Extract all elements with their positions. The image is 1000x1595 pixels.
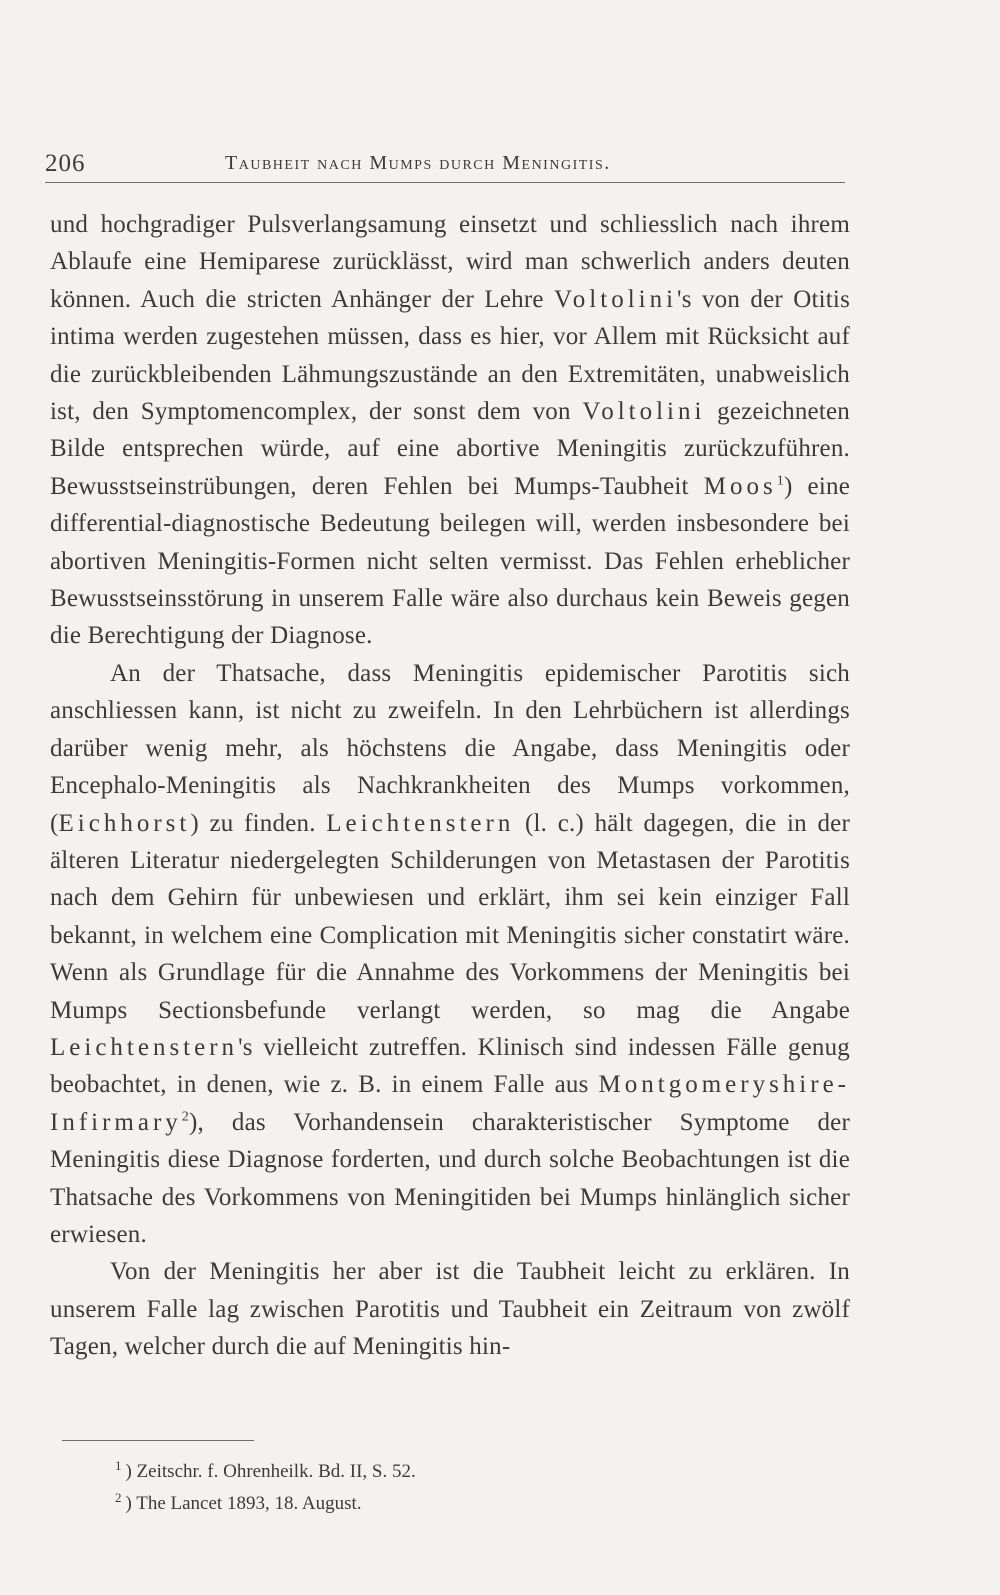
- paragraph: [50, 655, 850, 1254]
- text-run: ) eine differential-diagnostische Bedeutung beilegen will, werden insbesondere bei abortiven Meningitis-Formen nicht selten vermisst. Das Fehlen erheblicher Bewusstseinsstörung in unserem Falle wäre also durchaus kein Beweis gegen die Berechtigung der Diagnose.: [50, 472, 850, 650]
- footnote-reference: 1: [776, 473, 784, 489]
- author-name: Montgomeryshire-Infirmary: [50, 1071, 850, 1136]
- author-name: Leichtenstern: [326, 809, 515, 837]
- footnote-marker: 1: [115, 1457, 122, 1473]
- header-rule: [45, 182, 845, 183]
- footnote-text: ) The Lancet 1893, 18. August.: [125, 1493, 362, 1514]
- footnote: [115, 1456, 815, 1488]
- text-run: An der Thatsache, dass Meningitis epidemischer Parotitis sich anschliessen kann, ist nicht zu zweifeln. In den Lehrbüchern ist allerdings darüber wenig mehr, als höchstens die Angabe, dass Meningitis oder Encephalo-Meningitis als Nachkrankheiten des Mumps vorkommen, (: [50, 659, 850, 837]
- page-number: 206: [45, 150, 86, 177]
- footnote-marker: 2: [115, 1489, 122, 1505]
- text-run: gezeichneten Bilde entsprechen würde, auf eine abortive Meningitis zurückzuführen. Bewusstseinstrübungen, deren Fehlen bei Mumps-Taubheit: [50, 398, 850, 500]
- footnote-text: ) Zeitschr. f. Ohrenheilk. Bd. II, S. 52.: [125, 1461, 416, 1482]
- author-name: Voltolini: [582, 398, 706, 426]
- page-header: [45, 146, 845, 180]
- text-run: Von der Meningitis her aber ist die Taubheit leicht zu erklären. In unserem Falle lag zwischen Parotitis und Taubheit ein Zeitraum von zwölf Tagen, welcher durch die auf Meningitis hin-: [50, 1258, 850, 1361]
- text-run: 's vielleicht zutreffen. Klinisch sind indessen Fälle genug beobachtet, in denen, wie z. B. in einem Falle aus: [50, 1033, 850, 1099]
- text-run: ) zu finden.: [190, 809, 327, 837]
- footnote: [115, 1488, 815, 1520]
- running-title: Taubheit nach Mumps durch Meningitis.: [225, 152, 611, 174]
- text-run: und hochgradiger Pulsverlangsamung einsetzt und schliesslich nach ihrem Ablaufe eine Hemiparese zurücklässt, wird man schwerlich anders deuten können. Auch die stricten Anhänger der Lehre: [50, 211, 850, 313]
- footnotes: [115, 1456, 815, 1520]
- paragraph: [50, 1253, 850, 1365]
- text-run: ), das Vorhandensein charakteristischer Symptome der Meningitis diese Diagnose forderten, und durch solche Beobachtungen ist die Thatsache des Vorkommens von Meningitiden bei Mumps hinlänglich sicher erwiesen.: [50, 1108, 850, 1248]
- author-name: Leichtenstern: [50, 1033, 239, 1061]
- text-run: (l. c.) hält dagegen, die in der älteren Literatur niedergelegten Schilderungen von Metastasen der Parotitis nach dem Gehirn für unbewiesen und erklärt, ihm sei kein einziger Fall bekannt, in welchem eine Complication mit Meningitis sicher constatirt wäre. Wenn als Grundlage für die Annahme des Vorkommens der Meningitis bei Mumps Sectionsbefunde verlangt werden, so mag die Angabe: [50, 809, 850, 1024]
- author-name: Voltolini: [553, 285, 678, 313]
- footnote-rule: [62, 1440, 254, 1441]
- footnote-reference: 2: [181, 1109, 189, 1125]
- author-name: Moos: [703, 472, 777, 500]
- body-text: [50, 206, 850, 1366]
- author-name: Eichhorst: [58, 809, 191, 837]
- text-run: 's von der Otitis intima werden zugestehen müssen, dass es hier, vor Allem mit Rücksicht auf die zurückbleibenden Lähmungszustände an den Extremitäten, unabweislich ist, den Symptomencomplex, der sonst dem von: [50, 285, 850, 426]
- paragraph: [50, 206, 850, 655]
